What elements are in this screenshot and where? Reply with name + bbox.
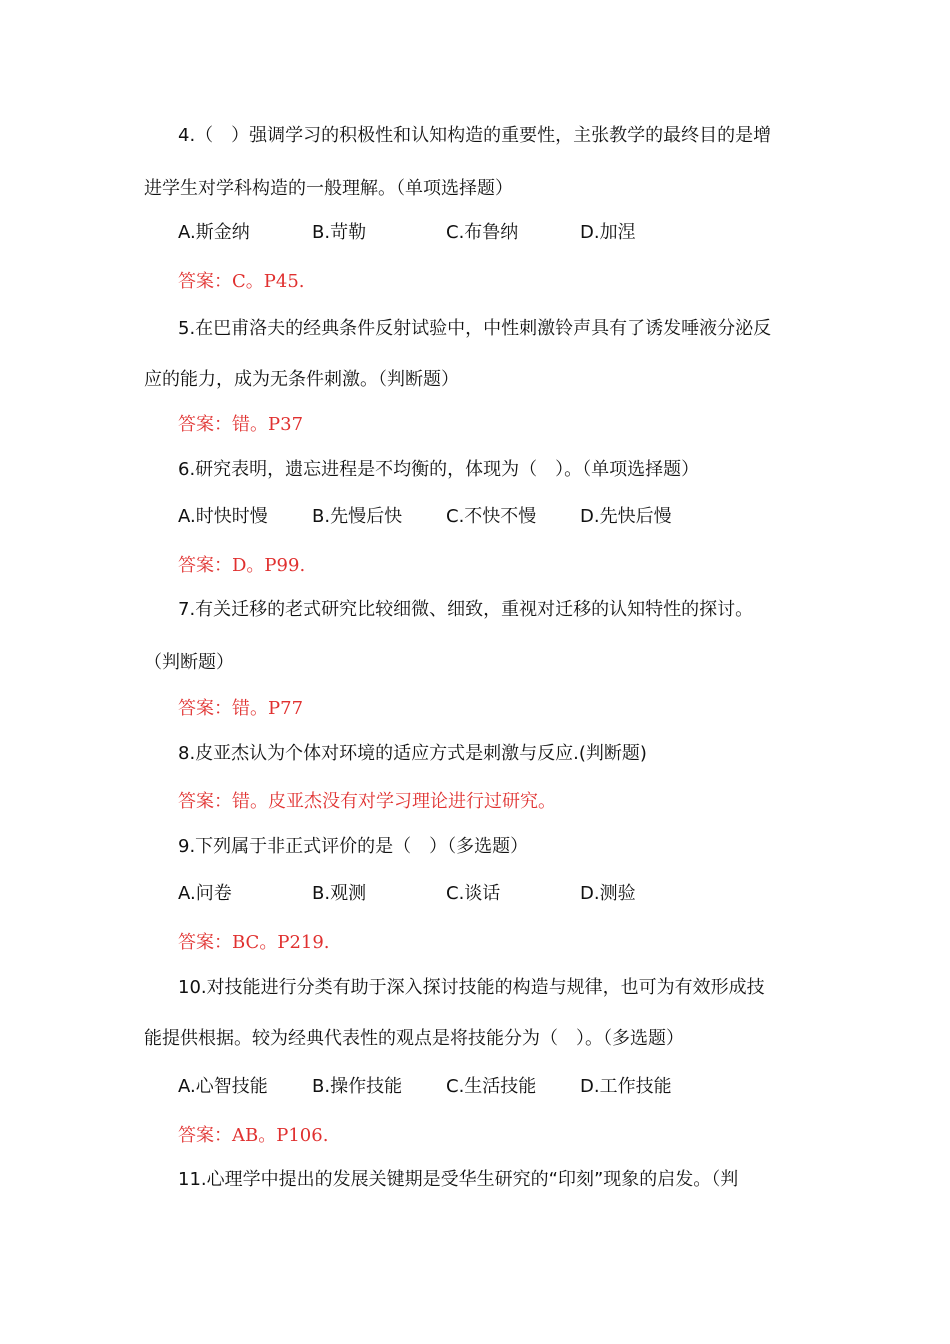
question-text: 4.（ ）强调学习的积极性和认知构造的重要性，主张教学的最终目的是增 — [178, 125, 772, 146]
option-d: D.加涅 — [580, 222, 636, 243]
option-b: B.先慢后快 — [312, 506, 403, 527]
question-continuation: 能提供根据。较为经典代表性的观点是将技能分为（ ）。（多选题） — [144, 1028, 684, 1049]
option-b: B.操作技能 — [312, 1076, 403, 1097]
answer-text: 答案：AB。P106. — [178, 1125, 329, 1146]
question-text: 6.研究表明，遗忘进程是不均衡的，体现为（ ）。（单项选择题） — [178, 459, 700, 480]
option-b: B.苛勒 — [312, 222, 367, 243]
option-a: A.斯金纳 — [178, 222, 250, 243]
option-a: A.问卷 — [178, 883, 232, 904]
option-d: D.先快后慢 — [580, 506, 672, 527]
option-d: D.测验 — [580, 883, 636, 904]
answer-text: 答案：D。P99. — [178, 555, 306, 576]
question-text: 10.对技能进行分类有助于深入探讨技能的构造与规律，也可为有效形成技 — [178, 977, 765, 998]
option-a: A.心智技能 — [178, 1076, 268, 1097]
answer-text: 答案：BC。P219. — [178, 932, 330, 953]
question-continuation: （判断题） — [144, 652, 234, 673]
option-d: D.工作技能 — [580, 1076, 672, 1097]
option-a: A.时快时慢 — [178, 506, 268, 527]
option-c: C.生活技能 — [446, 1076, 537, 1097]
question-text: 9.下列属于非正式评价的是（ ）（多选题） — [178, 836, 529, 857]
option-b: B.观测 — [312, 883, 367, 904]
question-text: 8.皮亚杰认为个体对环境的适应方式是刺激与反应.(判断题) — [178, 743, 647, 764]
option-c: C.布鲁纳 — [446, 222, 519, 243]
option-c: C.不快不慢 — [446, 506, 537, 527]
option-c: C.谈话 — [446, 883, 501, 904]
question-text: 5.在巴甫洛夫的经典条件反射试验中，中性刺激铃声具有了诱发唾液分泌反 — [178, 318, 772, 339]
answer-text: 答案：错。P37 — [178, 414, 304, 435]
question-continuation: 应的能力，成为无条件刺激。（判断题） — [144, 369, 459, 390]
question-text: 7.有关迁移的老式研究比较细微、细致，重视对迁移的认知特性的探讨。 — [178, 599, 754, 620]
answer-text: 答案：C。P45. — [178, 271, 305, 292]
answer-text: 答案：错。P77 — [178, 698, 304, 719]
question-continuation: 进学生对学科构造的一般理解。（单项选择题） — [144, 178, 513, 199]
question-text: 11.心理学中提出的发展关键期是受华生研究的“印刻”现象的启发。（判 — [178, 1169, 739, 1190]
answer-text: 答案：错。皮亚杰没有对学习理论进行过研究。 — [178, 791, 556, 812]
